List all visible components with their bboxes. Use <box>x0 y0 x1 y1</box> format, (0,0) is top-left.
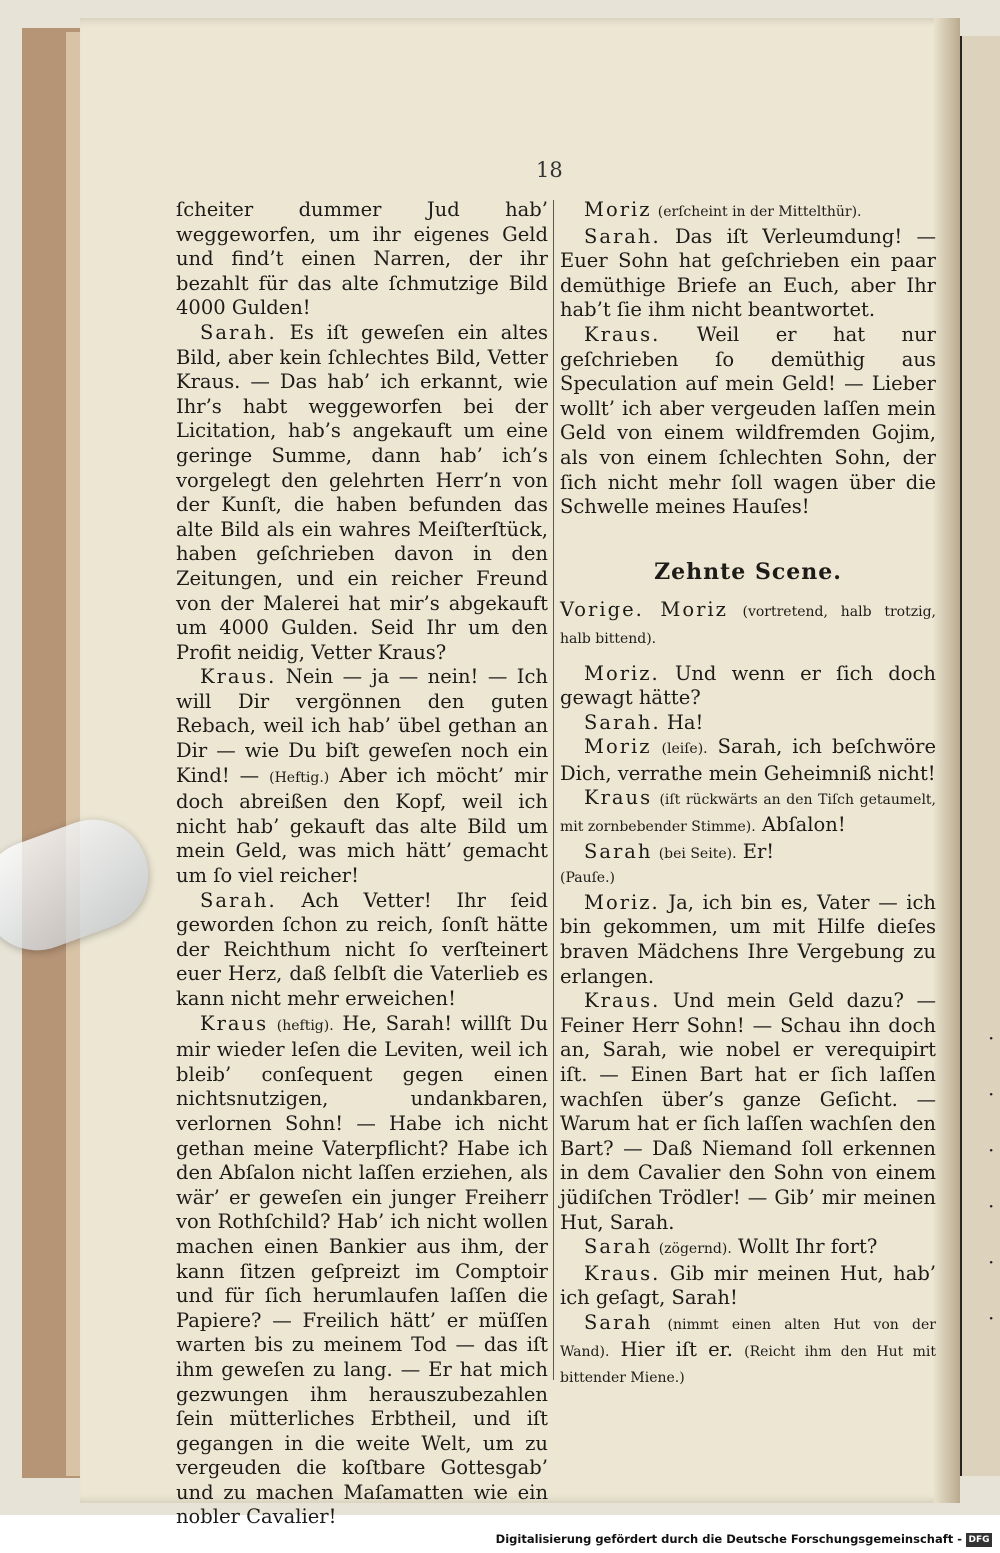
speaker-name: Kraus. <box>584 322 661 346</box>
scene-intro <box>560 598 936 651</box>
stage-direction: (bei Seite). <box>658 845 737 862</box>
stage-direction: (zögernd). <box>658 1241 732 1258</box>
paragraph: Sarah (bei Seite). Er! <box>584 839 775 863</box>
speaker-name: Kraus. <box>584 1261 661 1285</box>
paragraph: Sarah. Ach Vetter! Ihr ſeid geworden ſchon zu reich, ſonſt hätte der Reichthum nicht ſo verſteinert euer Herz, daß ſelbſt die Vaterlieb es kann nicht mehr erweichen! <box>176 888 549 1010</box>
speaker-name: Sarah. <box>584 710 661 734</box>
digitization-footer <box>0 1532 1000 1546</box>
facing-page-letters: · · · · · · <box>988 1026 995 1330</box>
scene-title: Zehnte Scene. <box>654 558 842 585</box>
speaker-name: Sarah <box>584 1310 653 1334</box>
paragraph <box>560 198 936 225</box>
speaker-name: Kraus <box>584 786 653 810</box>
paragraph: Kraus. Weil er hat nur geſchrieben ſo demüthig aus Speculation auf mein Geld! — Lieber wollt’ ich aber vergeuden laſſen mein Geld von einem wildfremden Gojim, als von einem ſchlechten Sohn, der ſich nicht mehr ſoll wagen über die Schwelle meines Hauſes! <box>560 322 936 519</box>
footer-text: Digitalisierung gefördert durch die Deutsche Forschungsgemeinschaft - <box>495 1532 962 1546</box>
page-stack-edge <box>66 32 80 1476</box>
speaker-name: Sarah. <box>200 320 277 344</box>
paragraph: Kraus. Gib mir meinen Hut, hab’ ich geſagt, Sarah! <box>560 1261 937 1310</box>
speaker-name: Kraus. <box>200 665 277 689</box>
speaker-name: Sarah. <box>200 888 277 912</box>
speaker-name: Vorige. Moriz <box>560 598 728 622</box>
stage-direction: (iſt rückwärts an den Tiſch getaumelt, mit zornbebender Stimme). <box>560 792 936 836</box>
stage-direction: (leiſe). <box>661 741 708 758</box>
speaker-name: Sarah <box>584 839 653 863</box>
stage-direction: (heftig). <box>276 1017 334 1034</box>
page-number: 18 <box>536 158 563 182</box>
paragraph: Moriz. Und wenn er ſich doch gewagt hätte? <box>560 661 936 710</box>
paragraph: Kraus. Und mein Geld dazu? — Feiner Herr Sohn! — Schau ihn doch an, Sarah, wie nobel er verequipirt iſt. — Einen Bart hat er ſich laſſen wachſen über’s ganze Geſicht. — Warum hat er ſich laſſen wachſen den Bart? — Daß Niemand ſoll erkennen in dem Cavalier den Sohn von einem jüdiſchen Trödler! — Gib’ mir meinen Hut, Sarah. <box>560 989 937 1234</box>
speaker-name: Moriz. <box>584 890 660 914</box>
speaker-name: Kraus <box>200 1011 269 1035</box>
paragraph: Sarah (nimmt einen alten Hut von der Wand). Hier iſt er. (Reicht ihm den Hut mit bittender Miene.) <box>560 1310 936 1387</box>
paragraph: Kraus. Nein — ja — nein! — Ich will Dir vergönnen den guten Rebach, weil ich hab’ übel gethan an Dir — wie Du biſt geweſen noch ein Kind! — (Heftig.) Aber ich möcht’ mir doch abreißen den Kopf, weil ich nicht hab’ gekauft das alte Bild um mein Geld, was mich hätt’ gemacht um ſo viel reicher! <box>176 665 549 888</box>
speaker-name: Sarah. <box>584 224 661 248</box>
right-column <box>560 198 936 1391</box>
paragraph: Kraus (iſt rückwärts an den Tiſch getaumelt, mit zornbebender Stimme). Abſalon! <box>560 786 936 837</box>
stage-direction: (vortretend, halb trotzig, halb bittend). <box>560 604 936 647</box>
stage-direction: (Reicht ihm den Hut mit bittender Miene.) <box>560 1343 936 1387</box>
speaker-name: Moriz <box>584 735 652 759</box>
stage-direction: (erſcheint in der Mittelthür). <box>657 204 862 220</box>
paragraph: Sarah. Das iſt Verleumdung! — Euer Sohn hat geſchrieben ein paar demüthige Briefe an Euch, aber Ihr hab’t ſie ihm nicht beantwortet. <box>560 224 936 322</box>
page-gutter-shadow <box>934 18 960 1503</box>
paragraph: Sarah. Es iſt geweſen ein altes Bild, aber kein ſchlechtes Bild, Vetter Kraus. — Das hab’ ich erkannt, wie Ihr’s habt weggeworfen bei der Licitation, hab’s angekauft um eine geringe Summe, dann hab’ ich’s vorgelegt den gelehrten Herr’n von der Kunſt, die haben befunden das alte Bild als ein wahres Meiſterſtück, haben geſchrieben davon in den Zeitungen, und ein reicher Freund von der Malerei hat mir’s abgekauft um 4000 Gulden. Seid Ihr um den Profit neidig, Vetter Kraus? <box>176 320 548 664</box>
paragraph: Sarah (zögernd). Wollt Ihr fort? <box>584 1235 878 1259</box>
column-divider <box>553 200 554 1380</box>
paragraph: Kraus (heftig). He, Sarah! willſt Du mir wieder leſen die Leviten, weil ich bleib’ conſequent gegen einen nichtsnutzigen, undankbaren, verlornen Sohn! — Habe ich nicht gethan meine Vaterpflicht? Habe ich den Abſalon nicht laſſen erziehen, als wär’ er geweſen ein junger Freiherr von Rothſchild? Hab’ ich nicht wollen machen einen Bankier aus ihm, der kann ſitzen geſpreizt im Comptoir und für ſich herumlaufen laſſen die Papiere? — Freilich hätt’ er müſſen warten bis zu meinem Tod — das iſt ihm geweſen zu lang. — Er hat mich gezwungen ihm herauszubezahlen ſein mütterliches Erbtheil, und iſt gegangen in die weite Welt, um zu vergeuden die koſtbare Gottesgab’ und zu machen Maſamatten wie ein nobler Cavalier! <box>176 1011 548 1529</box>
left-column <box>176 198 548 1530</box>
dfg-logo: DFG <box>966 1533 992 1547</box>
paragraph: Sarah. Ha! <box>584 710 704 734</box>
speaker-name: Sarah <box>584 1235 653 1259</box>
stage-direction: (nimmt einen alten Hut von der Wand). <box>560 1316 936 1360</box>
paragraph: ſcheiter dummer Jud hab’ weggeworfen, um ihr eigenes Geld und find’t einen Narren, der ihr bezahlt für das alte ſchmutzige Bild 4000 Gulden! <box>176 198 548 320</box>
speaker-name: Kraus. <box>584 989 661 1013</box>
paragraph: Moriz. Ja, ich bin es, Vater — ich bin gekommen, um mit Hilfe dieſes braven Mädchens Ihre Vergebung zu erlangen. <box>560 890 936 988</box>
speaker-name: Moriz. <box>584 661 660 685</box>
paragraph: Moriz (leiſe). Sarah, ich beſchwöre Dich, verrathe mein Geheimniß nicht! <box>560 735 936 785</box>
stage-direction: (Pauſe.) <box>560 870 615 887</box>
stage-direction: (Heftig.) <box>269 769 330 786</box>
speaker-name: Moriz <box>584 198 652 221</box>
